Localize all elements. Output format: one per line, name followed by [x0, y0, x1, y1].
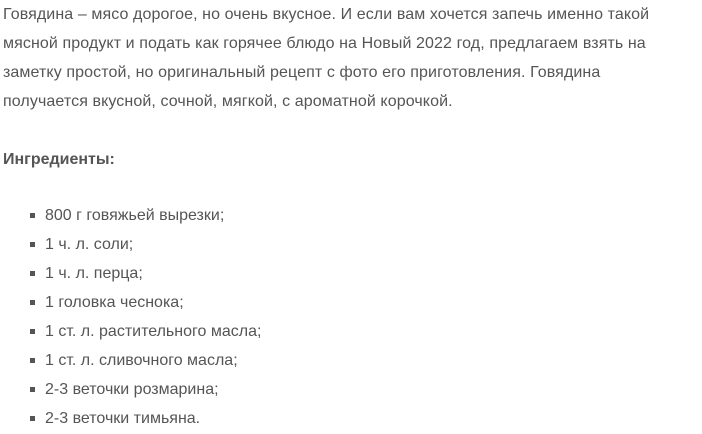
ingredients-heading: Ингредиенты: — [3, 151, 115, 168]
bullet-icon — [30, 358, 35, 363]
bullet-icon — [30, 271, 35, 276]
intro-line: Говядина – мясо дорогое, но очень вкусное. И если вам хочется запечь именно такой — [3, 6, 650, 23]
intro-line: мясной продукт и подать как горячее блюдо на Новый 2022 год, предлагаем взять на — [3, 35, 646, 52]
ingredient-text: 2-3 веточки розмарина; — [45, 381, 219, 398]
ingredient-text: 1 ч. л. перца; — [45, 265, 143, 282]
ingredient-text: 1 ст. л. сливочного масла; — [45, 352, 238, 369]
bullet-icon — [30, 242, 35, 247]
bullet-icon — [30, 329, 35, 334]
ingredient-text: 1 ч. л. соли; — [45, 236, 134, 253]
bullet-icon — [30, 387, 35, 392]
bullet-icon — [30, 416, 35, 421]
ingredient-text: 1 ст. л. растительного масла; — [45, 323, 262, 340]
intro-line: заметку простой, но оригинальный рецепт с фото его приготовления. Говядина — [3, 64, 601, 81]
bullet-icon — [30, 300, 35, 305]
ingredient-text: 1 головка чеснока; — [45, 294, 184, 311]
bullet-icon — [30, 213, 35, 218]
intro-line: получается вкусной, сочной, мягкой, с ароматной корочкой. — [3, 93, 453, 110]
intro-paragraph — [3, 0, 702, 116]
ingredient-text: 2-3 веточки тимьяна. — [45, 410, 201, 427]
ingredient-text: 800 г говяжьей вырезки; — [45, 207, 225, 224]
